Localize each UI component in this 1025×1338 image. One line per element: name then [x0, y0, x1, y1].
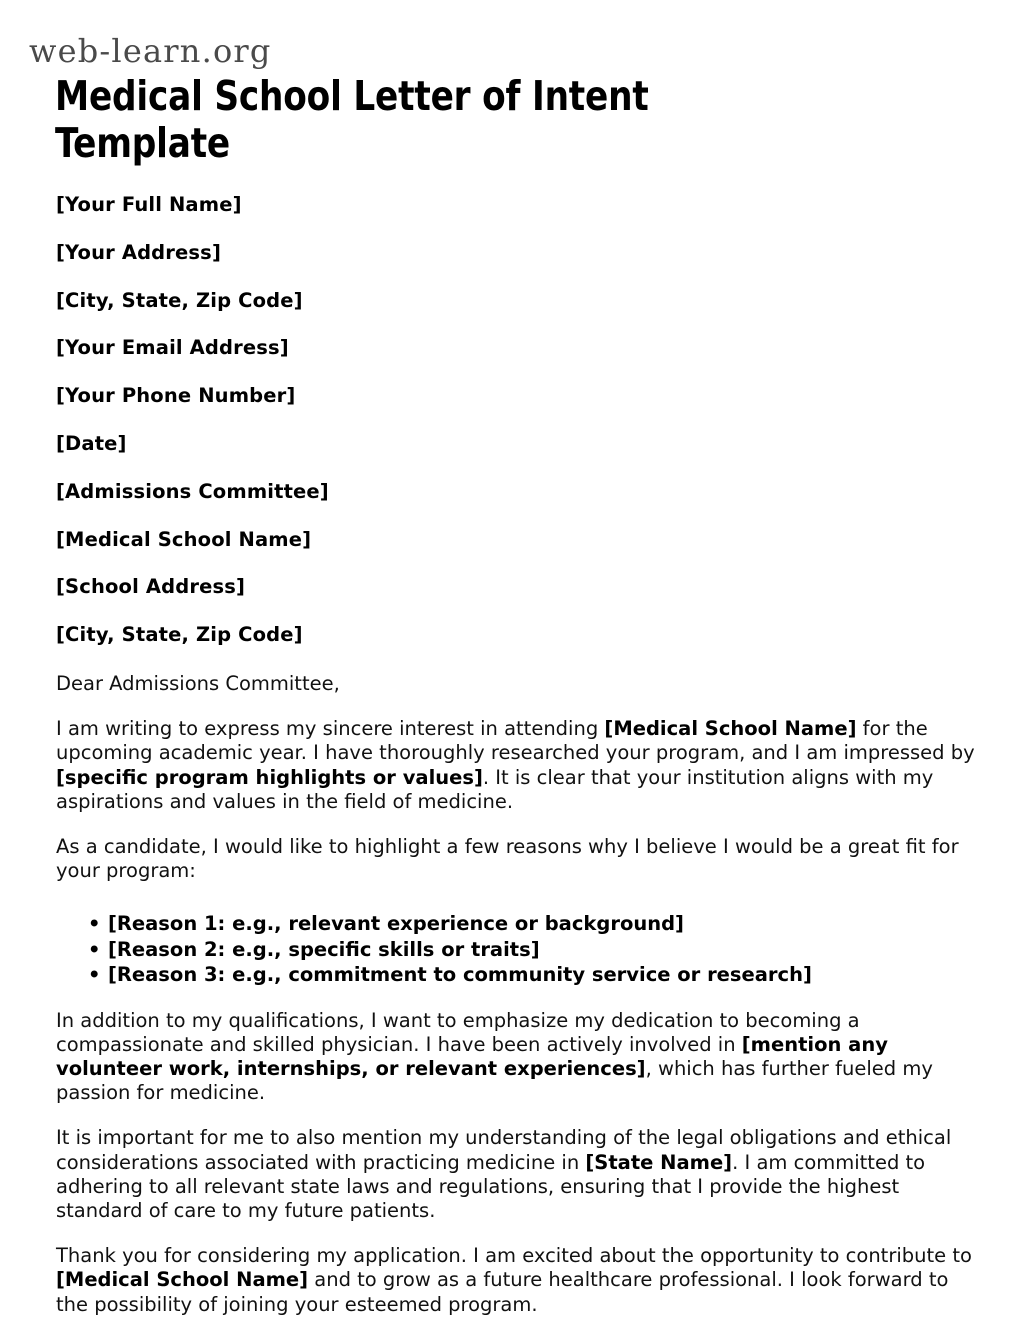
paragraph-qualifications	[56, 1009, 978, 1106]
placeholder-school-name: [Medical School Name]	[604, 717, 857, 741]
sender-line: [Your Email Address]	[56, 336, 289, 360]
text-run: Thank you for considering my application. I am excited about the opportunity to contribute to	[56, 1244, 972, 1268]
reasons-list	[56, 912, 978, 987]
paragraph-legal-ethical	[56, 1126, 978, 1223]
sender-line: [Date]	[56, 431, 127, 455]
sender-line: [Your Address]	[56, 240, 222, 264]
list-item: • [Reason 2: e.g., specific skills or traits]	[56, 938, 978, 962]
placeholder-state-name: [State Name]	[585, 1150, 733, 1174]
recipient-line: [Admissions Committee]	[56, 479, 329, 503]
text-run: It is important for me to also mention my understanding of the legal obligations and ethical considerations associated with practicing medicine in	[56, 1126, 952, 1174]
placeholder-program-highlights: [specific program highlights or values]	[56, 765, 483, 789]
site-logo: web-learn.org	[29, 32, 272, 70]
text-run: I am writing to express my sincere interest in attending	[56, 717, 605, 741]
paragraph-interest	[56, 717, 978, 814]
recipient-line: [Medical School Name]	[56, 527, 312, 551]
recipient-line: [City, State, Zip Code]	[56, 623, 303, 647]
recipient-line: [School Address]	[56, 575, 246, 599]
list-item: • [Reason 1: e.g., relevant experience or background]	[56, 912, 978, 936]
placeholder-school-name-closing: [Medical School Name]	[56, 1268, 309, 1292]
page-title: Medical School Letter of Intent Template	[55, 72, 649, 167]
text-run: In addition to my qualifications, I want to emphasize my dedication to becoming a compassionate and skilled physician. I have been actively involved in	[56, 1008, 860, 1056]
sender-line: [Your Full Name]	[56, 193, 242, 216]
paragraph-candidate-intro: As a candidate, I would like to highlight a few reasons why I believe I would be a great fit for your program:	[56, 834, 959, 883]
text-run: for the upcoming academic year. I have thoroughly researched your program, and I am impressed by	[56, 717, 975, 765]
text-run: . I am committed to adhering to all relevant state laws and regulations, ensuring that I provide the highest standard of care to my future patients.	[56, 1150, 926, 1223]
paragraph-closing	[56, 1244, 978, 1317]
sender-line: [City, State, Zip Code]	[56, 288, 303, 312]
placeholder-experiences: [mention any volunteer work, internships, or relevant experiences]	[56, 1032, 888, 1081]
list-spacer	[56, 904, 978, 912]
text-run: , which has further fueled my passion for medicine.	[56, 1057, 933, 1105]
sender-line: [Your Phone Number]	[56, 384, 296, 408]
text-run: . It is clear that your institution aligns with my aspirations and values in the field of medicine.	[56, 765, 934, 813]
document-body	[56, 194, 978, 1338]
list-item: • [Reason 3: e.g., commitment to community service or research]	[56, 963, 978, 987]
salutation: Dear Admissions Committee,	[56, 671, 340, 695]
text-run: and to grow as a future healthcare professional. I look forward to the possibility of joining your esteemed program.	[56, 1268, 949, 1316]
